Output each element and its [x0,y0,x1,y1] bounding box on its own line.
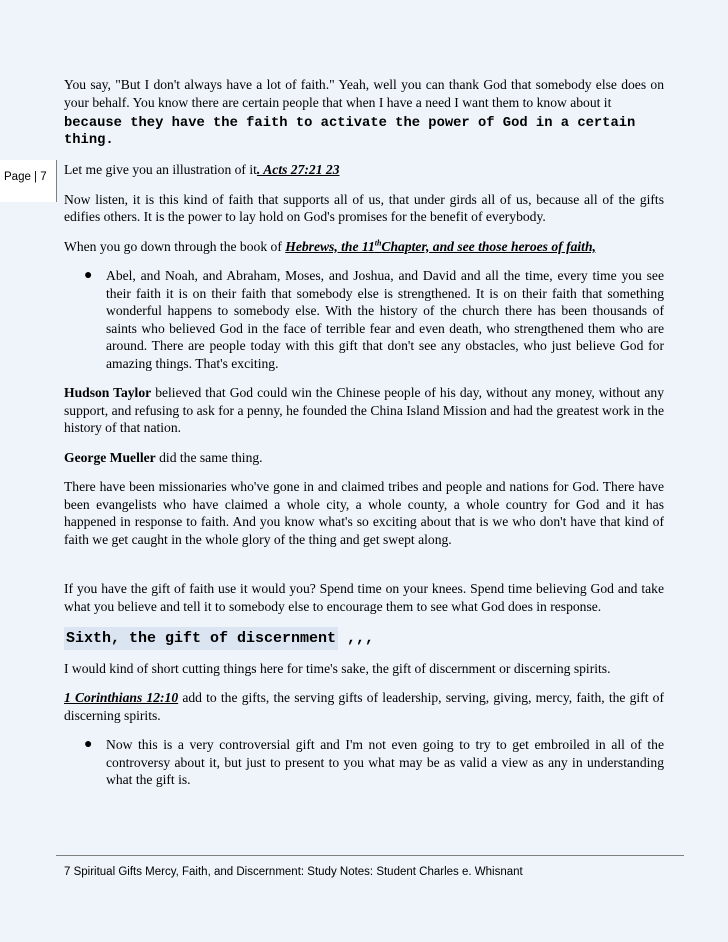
george-mueller-text: did the same thing. [155,449,263,465]
blank-space [64,560,664,580]
paragraph-hudson-taylor [64,384,664,437]
illustration-text: Let me give you an illustration of it [64,162,257,177]
hudson-taylor-name: Hudson Taylor [64,385,152,400]
page-footer [56,855,684,878]
paragraph-use-gift: If you have the gift of faith use it would you? Spend time on your knees. Spend time believing God and take what you believe and tell it to somebody else to encourage them to see what God does in response. [64,581,664,614]
controversy-text: Now this is a very controversial gift and I'm not even going to try to get embroiled in all of the controversy about it, but just to present to you what may be as valid a view as any in understanding what the gift is. [106,737,664,787]
hebrews-intro-text: When you go down through the book of [64,238,286,254]
section-heading-discernment: Sixth, the gift of discernment [64,627,338,650]
paragraph-supports-all: Now listen, it is this kind of faith that supports all of us, that under girds all of us, because all of the gifts edifies others. It is the power to lay hold on God's promises for the benefit of everybody. [64,191,664,224]
heroes-text: Abel, and Noah, and Abraham, Moses, and Joshua, and David and all the time, every time you see their faith it is on their faith that somebody else is strengthened. It is on their faith that something wonderful happens to somebody else. With the history of the church there has been thousands of saints who believed God in the face of terrible fear and even death, who strengthened them who are around. There are people today with this gift that don't see any obstacles, who just believe God for amazing things. That's exciting. [106,268,664,371]
faith-intro-emphasis: because they have the faith to activate the power of God in a certain thing. [64,116,636,148]
list-item [64,736,664,789]
section-heading-row [64,627,664,650]
paragraph-hebrews [64,238,664,256]
bullet-icon: ● [84,268,93,283]
paragraph-short-cutting: I would kind of short cutting things here for time's sake, the gift of discernment or discerning spirits. [64,660,611,676]
heading-tail: ,,, [338,630,375,647]
discernment-list [64,736,664,789]
paragraph-missionaries: There have been missionaries who've gone in and claimed tribes and people and nations for God. There have been evangelists who have claimed a whole city, a whole county, a whole country for God and it has happened in response to faith. And you know what's so exciting about that is we who don't have that kind of faith we get caught in the whole glory of the thing and get swept along. [64,479,664,547]
heroes-list [64,267,664,372]
paragraph-corinthians [64,689,664,724]
faith-intro-text: You say, "But I don't always have a lot of faith." Yeah, well you can thank God that somebody else does on your behalf. You know there are certain people that when I have a need I want them to know about it [64,77,664,110]
bullet-icon: ● [84,737,93,752]
document-body [64,76,664,801]
corinthians-text: add to the gifts, the serving gifts of leadership, serving, giving, mercy, faith, the gift of discerning spirits. [64,690,665,723]
corinthians-reference: 1 Corinthians 12:10 [64,690,179,705]
page-number-label: Page | 7 [4,171,47,183]
paragraph-faith-intro [64,76,664,111]
hudson-taylor-text: believed that God could win the Chinese people of his day, without any money, without any support, and refusing to ask for a penny, he founded the China Island Mission and had the greatest work in the history of that nation. [64,385,664,435]
acts-reference: . Acts 27:21 23 [256,162,340,177]
paragraph-illustration [64,161,664,179]
george-mueller-name: George Mueller [64,449,156,465]
footer-text: 7 Spiritual Gifts Mercy, Faith, and Discernment: Study Notes: Student Charles e. Whisnant [64,866,523,878]
list-item [64,267,664,372]
hebrews-reference: Hebrews, the 11thChapter, and see those heroes of faith, [285,237,596,254]
paragraph-george-mueller [64,449,664,467]
